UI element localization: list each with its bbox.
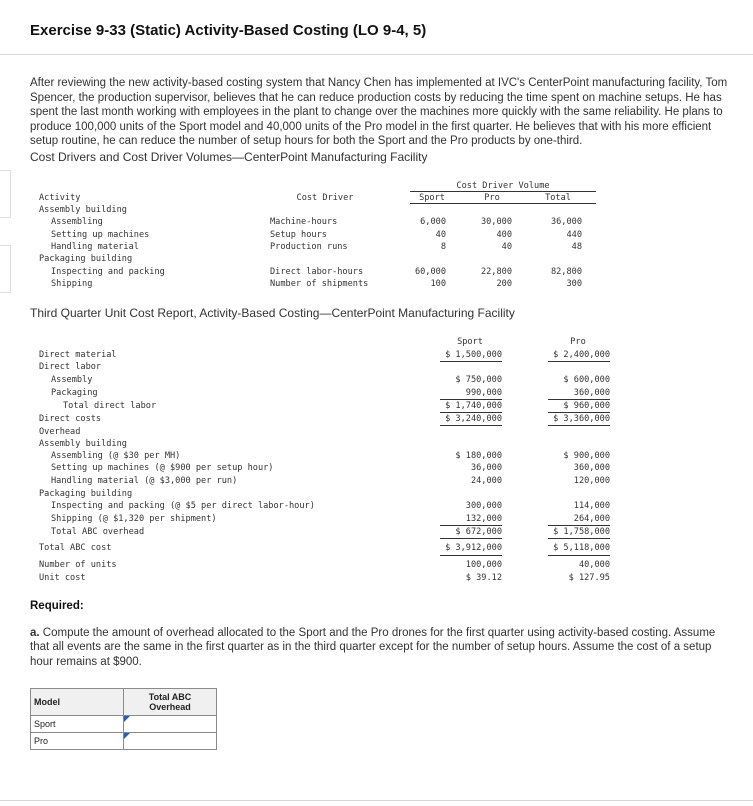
report-pro-value: 360,000 xyxy=(573,463,610,473)
report-pro-value: 40,000 xyxy=(578,560,610,570)
drivers-row-driver: Direct labor-hours xyxy=(270,267,364,277)
report-sport-value: 24,000 xyxy=(470,476,502,486)
report-col-pro: Pro xyxy=(570,337,586,347)
answer-row-model: Sport xyxy=(31,716,124,733)
report-label: Shipping (@ $1,320 per shipment) xyxy=(51,514,217,524)
pro-overhead-input[interactable] xyxy=(127,734,213,748)
answer-row-model: Pro xyxy=(31,733,124,750)
report-pro-value: 360,000 xyxy=(573,388,610,398)
report-label: Total direct labor xyxy=(63,401,157,411)
report-pro-value: 120,000 xyxy=(573,476,610,486)
report-label: Total ABC cost xyxy=(39,543,112,553)
required-heading: Required: xyxy=(30,600,84,612)
side-panel-tab xyxy=(0,245,11,293)
report-label: Direct costs xyxy=(39,414,102,424)
report-sport-value: 36,000 xyxy=(470,463,502,473)
report-label: Unit cost xyxy=(39,573,86,583)
sport-overhead-input[interactable] xyxy=(127,717,213,731)
report-label: Overhead xyxy=(39,427,81,437)
drivers-group-header: Cost Driver Volume xyxy=(456,181,550,191)
report-pro-value: 264,000 xyxy=(573,514,610,524)
drivers-row-total: 82,800 xyxy=(550,267,582,277)
drivers-row-total: 36,000 xyxy=(550,217,582,227)
report-sport-value: $ 1,500,000 xyxy=(445,350,502,360)
input-marker-icon xyxy=(124,733,130,739)
report-pro-value: 114,000 xyxy=(573,501,610,511)
drivers-row-sport: 60,000 xyxy=(414,267,446,277)
drivers-row-total: 48 xyxy=(571,242,582,252)
report-col-sport: Sport xyxy=(457,337,483,347)
drivers-row-pro: 22,800 xyxy=(480,267,512,277)
report-sport-value: 990,000 xyxy=(465,388,502,398)
question-a-text: Compute the amount of overhead allocated to the Sport and the Pro drones for the first quarter using activity-based costing. Assume that all events are the same in the first quarter as in the third quarter except for the number of setup hours. Assume the cost of a setup hour remains at $900. xyxy=(30,627,716,668)
report-label: Assembly xyxy=(51,375,93,385)
drivers-row-pro: 200 xyxy=(496,279,512,289)
report-label: Assembling (@ $30 per MH) xyxy=(51,451,181,461)
report-sport-value: $ 3,240,000 xyxy=(445,414,502,424)
drivers-col-activity: Activity xyxy=(39,193,81,203)
report-pro-value: $ 1,758,000 xyxy=(553,527,610,537)
report-sport-value: $ 1,740,000 xyxy=(445,401,502,411)
report-pro-value: $ 960,000 xyxy=(563,401,610,411)
report-label: Direct labor xyxy=(39,362,102,372)
title-divider xyxy=(0,54,753,55)
report-label: Number of units xyxy=(39,560,117,570)
drivers-row-pro: 400 xyxy=(496,230,512,240)
answer-cell-sport[interactable] xyxy=(124,716,217,733)
drivers-row-pro: 30,000 xyxy=(480,217,512,227)
drivers-row-pro: 40 xyxy=(501,242,512,252)
report-label: Packaging building xyxy=(39,489,133,499)
report-pro-value: $ 127.95 xyxy=(568,573,610,583)
answer-cell-pro[interactable] xyxy=(124,733,217,750)
report-label: Direct material xyxy=(39,350,117,360)
report-sport-value: 300,000 xyxy=(465,501,502,511)
drivers-row-activity: Inspecting and packing xyxy=(51,267,165,277)
report-sport-value: $ 3,912,000 xyxy=(445,543,502,553)
report-pro-value: $ 900,000 xyxy=(563,451,610,461)
question-a xyxy=(30,626,730,669)
drivers-row-sport: 100 xyxy=(430,279,446,289)
report-heading: Third Quarter Unit Cost Report, Activity-Based Costing—CenterPoint Manufacturing Facility xyxy=(30,306,515,320)
drivers-heading: Cost Drivers and Cost Driver Volumes—CenterPoint Manufacturing Facility xyxy=(30,150,428,164)
report-pro-value: $ 5,118,000 xyxy=(553,543,610,553)
drivers-row-activity: Handling material xyxy=(51,242,139,252)
report-pro-value: $ 600,000 xyxy=(563,375,610,385)
side-panel-tab xyxy=(0,170,11,218)
report-sport-value: $ 750,000 xyxy=(455,375,502,385)
drivers-building-label: Packaging building xyxy=(39,254,133,264)
drivers-col-driver: Cost Driver xyxy=(296,193,354,203)
exercise-title: Exercise 9-33 (Static) Activity-Based Costing (LO 9-4, 5) xyxy=(30,22,427,39)
intro-paragraph: After reviewing the new activity-based costing system that Nancy Chen has implemented at IVC's CenterPoint manufacturing facility, Tom Spencer, the production supervisor, believes that he can reduce production costs by reducing the time spent on machine setups. He has spent the last month working with employees in the plant to change over the machines more quickly with the same reliability. He plans to produce 100,000 units of the Sport model and 40,000 units of the Pro model in the first quarter. He believes that with his more efficient setup routine, he can reduce the number of setup hours for both the Sport and the Pro products by one-third. xyxy=(30,77,728,148)
drivers-row-activity: Assembling xyxy=(51,217,103,227)
drivers-row-sport: 6,000 xyxy=(420,217,446,227)
report-pro-value: $ 3,360,000 xyxy=(553,414,610,424)
question-a-label: a. xyxy=(30,627,40,639)
report-sport-value: $ 39.12 xyxy=(465,573,502,583)
drivers-row-driver: Setup hours xyxy=(270,230,327,240)
drivers-col-pro: Pro xyxy=(484,193,500,203)
answer-col-total-abc-overhead: Total ABC Overhead xyxy=(124,689,217,716)
report-label: Inspecting and packing (@ $5 per direct labor-hour) xyxy=(51,501,315,511)
report-sport-value: 132,000 xyxy=(465,514,502,524)
answer-col-model: Model xyxy=(31,689,124,716)
report-sport-value: $ 180,000 xyxy=(455,451,502,461)
drivers-col-total: Total xyxy=(545,193,571,203)
drivers-row-driver: Number of shipments xyxy=(270,279,369,289)
report-sport-value: $ 672,000 xyxy=(455,527,502,537)
drivers-row-activity: Shipping xyxy=(51,279,93,289)
report-sport-value: 100,000 xyxy=(465,560,502,570)
drivers-row-activity: Setting up machines xyxy=(51,230,150,240)
drivers-col-sport: Sport xyxy=(419,193,445,203)
drivers-row-total: 300 xyxy=(566,279,582,289)
drivers-row-driver: Production runs xyxy=(270,242,348,252)
drivers-row-sport: 8 xyxy=(440,242,446,252)
report-label: Assembly building xyxy=(39,439,127,449)
input-marker-icon xyxy=(124,716,130,722)
report-label: Total ABC overhead xyxy=(51,527,145,537)
drivers-row-total: 440 xyxy=(566,230,582,240)
report-pro-value: $ 2,400,000 xyxy=(553,350,610,360)
drivers-row-sport: 40 xyxy=(435,230,446,240)
answer-table xyxy=(30,688,217,750)
report-label: Handling material (@ $3,000 per run) xyxy=(51,476,238,486)
drivers-building-label: Assembly building xyxy=(39,205,127,215)
bottom-divider xyxy=(0,800,753,801)
drivers-row-driver: Machine-hours xyxy=(270,217,338,227)
report-label: Setting up machines (@ $900 per setup hour) xyxy=(51,463,274,473)
report-label: Packaging xyxy=(51,388,98,398)
